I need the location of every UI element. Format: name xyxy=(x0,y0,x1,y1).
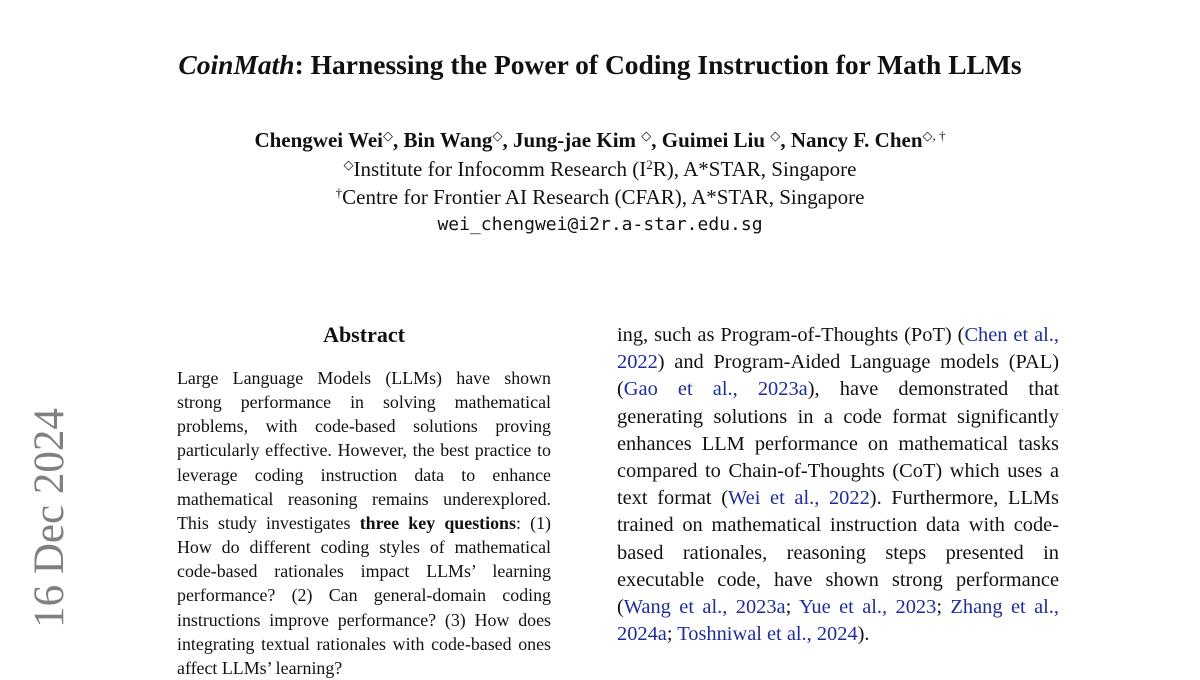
abstract-text: : (1) How do different coding styles of mathematical code-based rationales impact LLMs’ learning performance? (2) Can general-domain coding instructions improve performance? (3) How does integrating textual rationales with code-based ones affect LLMs’ learning? xyxy=(177,512,551,678)
citation-link[interactable]: Zhang et al., 2024a xyxy=(617,596,1059,646)
affiliation-mark: † xyxy=(335,184,343,200)
author-name: Chengwei Wei xyxy=(254,128,383,152)
author-separator: , xyxy=(651,128,662,152)
author-name: Nancy F. Chen xyxy=(790,128,923,152)
abstract-emphasis: three key questions xyxy=(359,512,516,533)
citation-link[interactable]: Wei et al., 2022 xyxy=(728,487,870,510)
author-separator: , xyxy=(393,128,404,152)
paper-title xyxy=(0,44,1200,86)
title-rest: : Harnessing the Power of Coding Instruction for Math LLMs xyxy=(294,49,1022,80)
introduction-text xyxy=(617,322,1059,648)
affiliation-mark: ◇ xyxy=(343,156,354,172)
affiliation-mark: ◇, † xyxy=(922,127,946,143)
affiliation-text: Institute for Infocomm Research (I xyxy=(353,157,647,181)
affiliation-text: R), A*STAR, Singapore xyxy=(652,157,857,181)
citation-link[interactable]: Yue et al., 2023 xyxy=(798,596,937,619)
author-email: wei_chengwei@i2r.a-star.edu.sg xyxy=(437,214,763,235)
affiliation-text: Centre for Frontier AI Research (CFAR), A*STAR, Singapore xyxy=(342,185,865,209)
citation-link[interactable]: Chen et al., 2022 xyxy=(617,324,1059,374)
author xyxy=(513,128,662,152)
affiliation-2 xyxy=(0,183,1200,211)
affiliation-1 xyxy=(0,155,1200,183)
abstract-body xyxy=(177,366,551,678)
abstract-text: Large Language Models (LLMs) have shown strong performance in solving mathematical problems, with code-based solutions proving particularly effective. However, the best practice to leverage coding instruction data to enhance mathematical reasoning remains underexplored. This study investigates xyxy=(177,368,551,533)
citation-link[interactable]: Gao et al., 2023a xyxy=(623,378,808,401)
author-list xyxy=(0,125,1200,155)
title-italic: CoinMath xyxy=(178,49,295,80)
citation-link[interactable]: Toshniwal et al., 2024 xyxy=(677,623,858,646)
body-text: ) and Program-Aided Language models (PAL) ( xyxy=(617,351,1059,401)
arxiv-date-stamp: 16 Dec 2024 xyxy=(26,408,73,628)
citation-link[interactable]: Wang et al., 2023a xyxy=(623,596,786,619)
affiliation-mark: ◇ xyxy=(492,127,503,143)
author xyxy=(254,128,403,152)
author xyxy=(404,128,513,152)
body-text: ; xyxy=(785,596,799,619)
author-name: Bin Wang xyxy=(403,128,493,152)
body-text: ). xyxy=(857,623,870,646)
author-name: Guimei Liu xyxy=(661,128,771,152)
body-text: ing, such as Program-of-Thoughts (PoT) ( xyxy=(617,324,965,346)
author xyxy=(662,128,791,152)
superscript: 2 xyxy=(646,156,653,172)
author-separator: , xyxy=(502,128,513,152)
abstract-heading: Abstract xyxy=(323,322,405,347)
affiliation-mark: ◇ xyxy=(383,127,394,143)
body-text: ; xyxy=(936,596,951,619)
affiliation-mark: ◇ xyxy=(770,127,781,143)
affiliation-mark: ◇ xyxy=(641,127,652,143)
body-text: ). Furthermore, LLMs trained on mathematical instruction data with code-based rationales, reasoning steps presented in executable code, have shown strong performance ( xyxy=(617,487,1059,619)
author-separator: , xyxy=(780,128,791,152)
author-name: Jung-jae Kim xyxy=(512,128,642,152)
author xyxy=(791,128,946,152)
body-text: ), have demonstrated that generating solutions in a code format significantly enhances LLM performance on mathematical tasks compared to Chain-of-Thoughts (CoT) which uses a text format ( xyxy=(617,378,1059,510)
body-text: ; xyxy=(666,623,678,646)
